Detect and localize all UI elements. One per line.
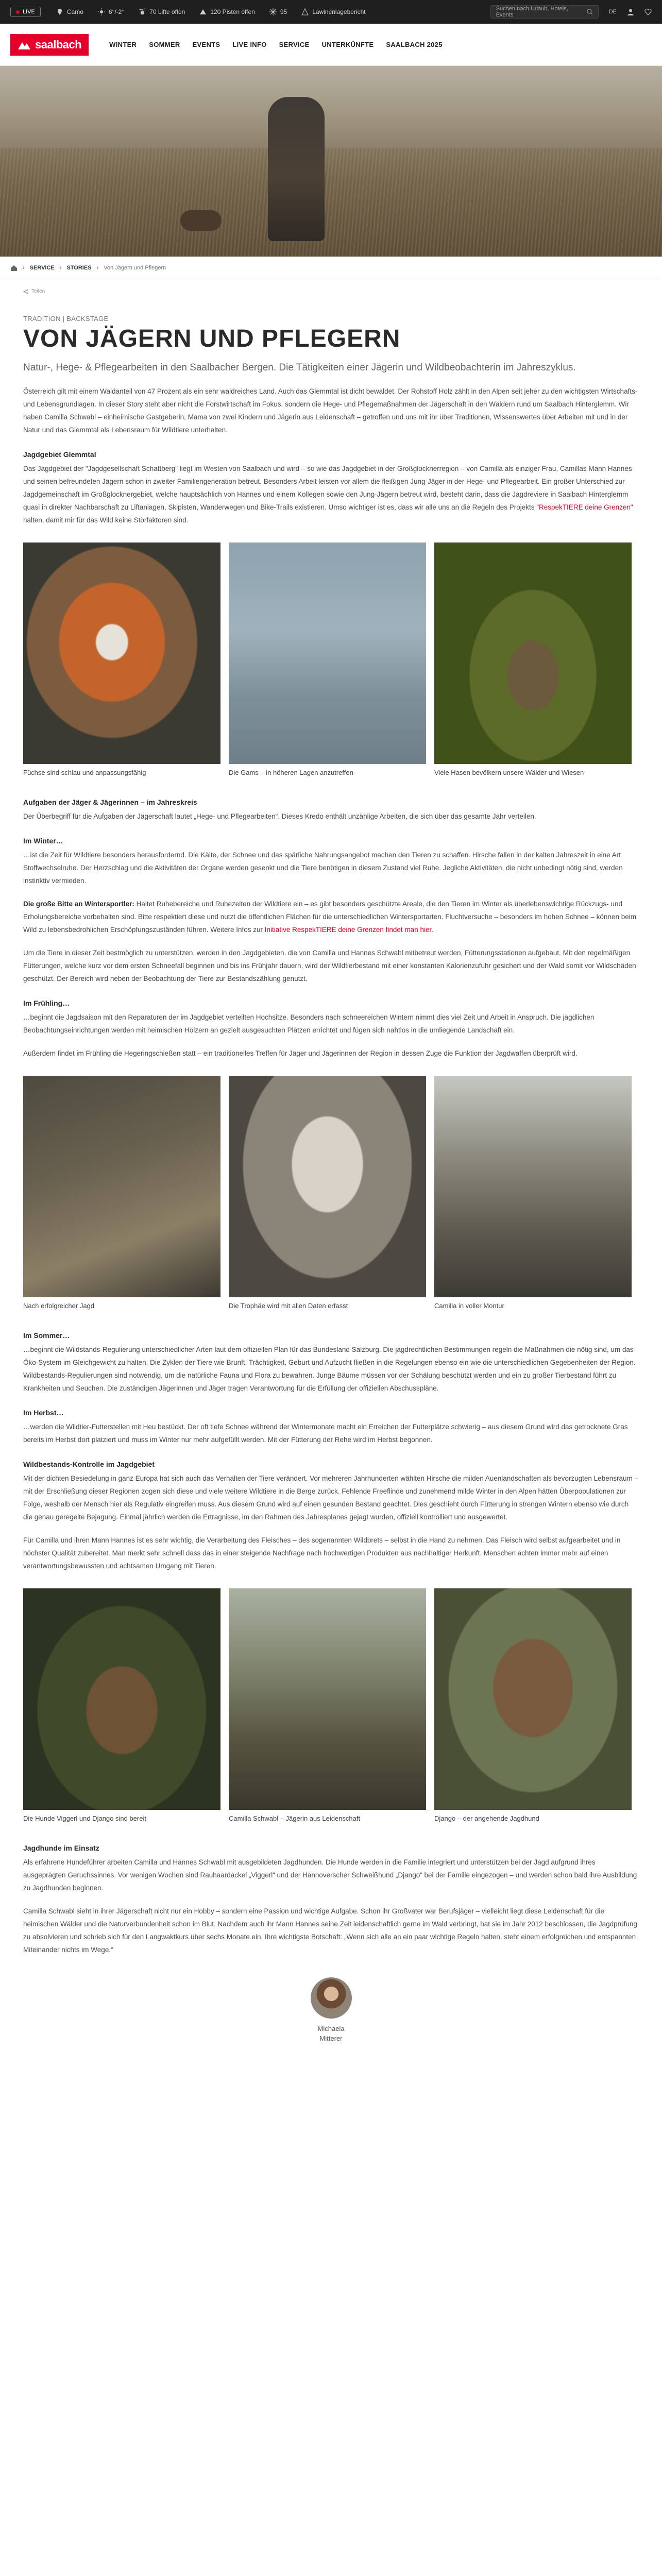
hero-dog [180, 210, 222, 231]
section-title-summer: Im Sommer… [23, 1331, 70, 1340]
chamois-photo [229, 543, 426, 764]
slopes-status[interactable] [199, 8, 255, 15]
hero-grass [0, 148, 662, 257]
author-name [23, 2024, 639, 2044]
fox-photo [23, 543, 220, 764]
avalanche-label: Lawinenlagebericht [312, 8, 366, 15]
gallery-item[interactable] [434, 543, 632, 777]
hero-hunter-figure [268, 97, 325, 241]
gallery-item[interactable] [229, 543, 426, 777]
section-text-winter: …ist die Zeit für Wildtiere besonders herausfordernd. Die Kälte, der Schnee und das spärliche Nahrungsangebot machen den Tieren zu schaffen. Hirsche fallen in der kalten Jahreszeit in eine Art Stoffwechselruhe. Der Herzschlag und die Aktivitäten der Organe werden gesenkt und die Tiere benötigen in diesem Zustand viel Ruhe. Jegliche Aktivitäten, die nicht unbedingt nötig sind, werden instinktiv vermieden. [23, 851, 623, 885]
lifts-status[interactable] [139, 8, 185, 15]
section-text-closing: Camilla Schwabl sieht in ihrer Jägerschaft nicht nur ein Hobby – sondern eine Passion und wichtige Aufgabe. Schon ihr Großvater war Berufsjäger – vielleicht liegt diese Leidenschaft für die heimischen Wälder und die Naturverbundenheit schon im Blut. Nachdem auch ihr Mann Hannes seine Zeit leidenschaftlich gerne im Wald verbringt, hat sie im Jahr 2012 beschlossen, die Jagdprüfung zu absolvieren und schrieb sich für den Langwaktkurs über sechs Monate ein. Ihre wichtigste Botschaft: „Wenn sich alle an ein paar wichtige Regeln halten, steht einem erfolgreichen und entspannten Miteinander nichts im Wege.“ [23, 1907, 637, 1954]
camilla-gear-photo [434, 1076, 632, 1297]
share-label: Teilen [31, 289, 45, 294]
section-title-autumn: Im Herbst… [23, 1409, 64, 1417]
saalbach-logo[interactable] [10, 34, 89, 56]
main-navigation [0, 24, 662, 66]
snowflake-icon [269, 8, 277, 15]
image-gallery-2 [23, 1076, 639, 1311]
location-pin-icon [56, 8, 63, 15]
section-text-autumn: …werden die Wildtier-Futterstellen mit Heu bestückt. Der oft tiefe Schnee während der Wintermonate macht ein Erreichen der Futterplätze schwierig – aus diesem Grund wird das getrocknete Gras bereits im Herbst dort platziert und muss im Winter nur mehr aufgefüllt werden. Mit der Fütterung der Rehe wird im Herbst begonnen. [23, 1423, 628, 1444]
section-title-dogs: Jagdhunde im Einsatz [23, 1843, 99, 1852]
live-indicator-icon [16, 10, 20, 14]
gallery-caption: Füchse sind schlau und anpassungsfähig [23, 769, 146, 777]
nav-item-unterkuenfte[interactable]: UNTERKÜNFTE [321, 41, 374, 48]
home-icon[interactable] [10, 265, 18, 271]
snow-status[interactable] [269, 8, 287, 15]
page-title: VON JÄGERN UND PFLEGERN [23, 325, 401, 352]
author-block [23, 1977, 639, 2044]
gallery-item[interactable] [23, 543, 220, 777]
nav-item-saalbach-2025[interactable]: SAALBACH 2025 [386, 41, 443, 48]
lifts-label: 70 Lifte offen [149, 8, 185, 15]
heart-icon[interactable] [644, 8, 652, 15]
gallery-caption: Django – der angehende Jagdhund [434, 1814, 539, 1822]
warning-icon [301, 8, 309, 15]
django-photo [434, 1588, 632, 1810]
gallery-item[interactable] [23, 1076, 220, 1311]
gallery-item[interactable] [434, 1076, 632, 1311]
slopes-label: 120 Pisten offen [210, 8, 255, 15]
author-last-name: Mitterer [319, 2035, 343, 2043]
image-gallery-1 [23, 543, 639, 777]
weather-place[interactable] [56, 8, 83, 15]
weather-temp[interactable] [98, 8, 124, 15]
nav-item-sommer[interactable]: SOMMER [149, 41, 180, 48]
section-title-aufgaben: Aufgaben der Jäger & Jägerinnen – im Jahreskreis [23, 798, 197, 807]
section-title-wildbestand: Wildbestands-Kontrolle im Jagdgebiet [23, 1460, 155, 1468]
section-text-spring: …beginnt die Jagdsaison mit den Reparaturen der im Jagdgebiet verteilten Hochsitze. Besonders nach schneereichen Wintern nimmt dies viel Zeit und Arbeit in Anspruch. Die jagdlichen Beobachtungseinrichtungen werden mit heimischen Hölzern an gezielt ausgesuchten Plätzen errichtet und fügen sich nahtlos in die umliegende Landschaft ein. [23, 1013, 595, 1034]
mountain-logo-icon [18, 39, 31, 50]
language-switch[interactable]: DE [608, 9, 617, 15]
section-title-winter: Im Winter… [23, 837, 63, 845]
section-text-jagdgebiet [23, 463, 639, 527]
breadcrumb [0, 257, 662, 279]
section-text-wildbret: Für Camilla und ihren Mann Hannes ist es sehr wichtig, die Verarbeitung des Fleisches – des sogenannten Wildbrets – selbst in die Hand zu nehmen. Das Fleisch wird selbst aufgearbeitet und in höchster Qualität zubereitet. Man merkt sehr schnell dass das in einer steigende Nachfrage nach hochwertigen Produkten aus nachhaltiger Herkunft. Menschen achten immer mehr auf einen verantwortungsbewussten und achtsamen Umgang mit Tieren. [23, 1536, 621, 1570]
gallery-caption: Die Trophäe wird mit allen Daten erfasst [229, 1301, 348, 1310]
share-button[interactable] [0, 279, 662, 294]
search-input[interactable] [490, 5, 599, 19]
breadcrumb-service[interactable]: SERVICE [29, 264, 55, 271]
nav-menu [109, 41, 443, 48]
article-eyebrow: TRADITION | BACKSTAGE [23, 315, 109, 323]
gallery-caption: Die Hunde Viggerl und Django sind bereit [23, 1814, 146, 1822]
live-label: LIVE [23, 9, 35, 15]
section-text-dogs: Als erfahrene Hundeführer arbeiten Camilla und Hannes Schwabl mit ausgebildeten Jagdhunden. Die Hunde werden in die Familie integriert und unterstützen bei der Jagd aufgrund ihres ausgeprägten Geruchssinnes. Vor wenigen Wochen sind Rauhaardackel „Viggerl“ und der Hannoverscher Schweißhund „Django“ bei der Familie eingezogen – und werden schon bald ihre Ausbildung zu Jagdhunden beginnen. [23, 1858, 637, 1892]
gallery-caption: Camilla in voller Montur [434, 1301, 504, 1310]
article [23, 315, 639, 2044]
breadcrumb-separator-icon: › [59, 264, 62, 271]
hare-photo [434, 543, 632, 764]
lift-icon [139, 8, 146, 15]
nav-item-service[interactable]: SERVICE [279, 41, 310, 48]
gallery-caption: Die Gams – in höheren Lagen anzutreffen [229, 769, 353, 777]
breadcrumb-separator-icon: › [96, 264, 99, 271]
weather-place-label: Camo [66, 8, 83, 15]
gallery-item[interactable] [434, 1588, 632, 1823]
hero-image [0, 66, 662, 257]
nav-item-live-info[interactable]: LIVE INFO [232, 41, 267, 48]
avalanche-report[interactable] [301, 8, 365, 15]
jagdgebiet-tail: halten, damit mir für das Wild keine Störfaktoren sind. [23, 516, 189, 524]
article-intro: Österreich gilt mit einem Waldanteil von 47 Prozent als ein sehr waldreiches Land. Auch das Glemmtal ist dicht bewaldet. Der Rohstoff Holz zählt in den Alpen seit jeher zu den wichtigsten Wirtschafts- und Lebensgrundlagen. In dieser Story steht aber nicht die Forstwirtschaft im Fokus, sondern die Hege- und Pflegemaßnahmen der Jägerschaft in den Wäldern rund um Saalbach Hinterglemm. Wir haben Camilla Schwabl – einheimische Gastgeberin, Mama von zwei Kindern und Jägerin aus Leidenschaft – getroffen und uns mit ihr über Traditionen, Wissenswertes über Arbeiten mit und in der Natur und das Glemmtal als Lebensraum für Wildtiere unterhalten. [23, 387, 638, 434]
section-text-aufgaben: Der Überbegriff für die Aufgaben der Jägerschaft lautet „Hege- und Pflegearbeiten“. Dieses Kredo enthält unzählige Arbeiten, die sich über das gesamte Jahr verteilen. [23, 812, 536, 821]
winter-request-text: Haltet Ruhebereiche und Ruhezeiten der Wildtiere ein – es gibt besonders geschützte Areale, die den Tieren im Winter als überlebenswichtige Rückzugs- und Erholungsbereiche vorbehalten sind. Bitte respektiert diese und nutzt die öffentlichen Flächen für die unterschiedlichen Wintersportarten. Fluchtversuche – besonders im hohen Schnee – können beim Wild zu lebensbedrohlichen Erschöpfungszuständen führen. Weitere Infos zur [23, 900, 636, 934]
nav-item-winter[interactable]: WINTER [109, 41, 137, 48]
weather-temp-label: 6°/-2° [108, 8, 125, 15]
article-lead: Natur-, Hege- & Pflegearbeiten in den Saalbacher Bergen. Die Tätigkeiten einer Jägerin und Wildbeobachterin im Jahreszyklus. [23, 362, 576, 373]
search-icon [587, 9, 593, 15]
hunt-success-photo [23, 1076, 220, 1297]
trophy-photo [229, 1076, 426, 1297]
section-text-wildbestand: Mit der dichten Besiedelung in ganz Europa hat sich auch das Verhalten der Tiere verändert. Vor mehreren Jahrhunderten wählten Hirsche die milden Auenlandschaften als bevorzugten Lebensraum – mit der Erschließung dieser Regionen zogen sich diese und viele weitere Wildtiere in die Berge zurück. Fehlende Freeflinde und zunehmend milde Winter in den Alpen hätten Überpopulationen zur Folge, weshalb der Mensch hier als Regulativ eingreifen muss. Aus diesem Grund wird auf einen gesunden Bestand geachtet. Dies geschieht durch Fütterung in strengen Wintern ebenso wie durch die genau geregelte Bejagung. Einmal jährlich werden die Ertragnisse, im den Rahmen des Jahresplanes gejagt wurden, offiziell kontrolliert und ausgewertet. [23, 1474, 638, 1521]
respektiere-link[interactable]: "RespekTIERE deine Grenzen" [536, 503, 633, 512]
gallery-item[interactable] [23, 1588, 220, 1823]
live-button[interactable] [10, 7, 41, 17]
breadcrumb-current: Von Jägern und Pflegern [104, 264, 166, 271]
section-title-jagdgebiet: Jagdgebiet Glemmtal [23, 450, 96, 459]
logo-text: saalbach [35, 38, 82, 51]
nav-item-events[interactable]: EVENTS [192, 41, 220, 48]
section-text-spring-2: Außerdem findet im Frühling die Hegeringschießen statt – ein traditionelles Treffen für Jäger und Jägerinnen der Region in dessen Zuge die Funktion der Jagdwaffen überprüft wird. [23, 1049, 578, 1057]
avatar [311, 1977, 352, 2019]
section-text-winter-feeding: Um die Tiere in dieser Zeit bestmöglich zu unterstützen, werden in den Jagdgebieten, die von Camilla und Hannes Schwabl mitbetreut werden, Fütterungsstationen aufgebaut. Mit den regelmäßigen Fütterungen, welche kurz vor dem ersten Schneefall beginnen und bis ins Frühjahr dauern, wird der Wildtierbestand mit einer konstanten Kalorienzufuhr gesichert und der Wald somit vor Wildschäden geschützt. Der Bereich wird neben der Beobachtung der Tiere zur Bestandszählung genutzt. [23, 949, 636, 983]
section-text-winter-request [23, 898, 639, 937]
gallery-item[interactable] [229, 1076, 426, 1311]
user-icon[interactable] [627, 8, 634, 15]
breadcrumb-stories[interactable]: STORIES [66, 264, 92, 271]
jagdgebiet-text: Das Jagdgebiet der "Jagdgesellschaft Schattberg" liegt im Westen von Saalbach und wird – so wie das Jagdgebiet in der Großglocknerregion – von Camilla als einziger Frau, Camillas Mann Hannes und seinen befreundeten Jägern schon in zweiter Familiengeneration betreut. Besonders Arbeit leisten vor allem die fleißigen Jung-Jäger in der Hege- und Pflegearbeit. Ein großer Unterschied zur Jagdgemeinschaft im Großglocknergebiet, welche hauptsächlich von Hannes und einem Kollegen sowie den Jung-Jägern betreut wird, besteht darin, dass die Jagdreviere in Saalbach Hinterglemm quasi in direkter Nachbarschaft zu Liftanlagen, Skipisten, Wanderwegen und Bike-Trails existieren. Umso wichtiger ist es, dass wir alle uns an die Regeln des Projekts [23, 465, 632, 512]
gallery-item[interactable] [229, 1588, 426, 1823]
share-icon [23, 289, 28, 294]
gallery-caption: Camilla Schwabl – Jägerin aus Leidenschaft [229, 1814, 361, 1822]
gallery-caption: Viele Hasen bevölkern unsere Wälder und Wiesen [434, 769, 584, 777]
camilla-portrait-photo [229, 1588, 426, 1810]
section-title-spring: Im Frühling… [23, 999, 70, 1008]
winter-request-bold: Die große Bitte an Wintersportler: [23, 900, 134, 908]
search-placeholder: Suchen nach Urlaub, Hotels, Events [496, 6, 568, 18]
sun-icon [98, 8, 105, 15]
initiative-link[interactable]: Initiative RespekTIERE deine Grenzen findet man hier. [264, 926, 433, 934]
author-first-name: Michaela [317, 2024, 345, 2032]
slope-icon [199, 8, 207, 15]
dogs-photo [23, 1588, 220, 1810]
breadcrumb-separator-icon: › [23, 264, 25, 271]
snow-label: 95 [280, 8, 287, 15]
image-gallery-3 [23, 1588, 639, 1823]
section-text-summer: …beginnt die Wildstands-Regulierung unterschiedlicher Arten laut dem offiziellen Plan für das Bundesland Salzburg. Die jagdrechtlichen Bestimmungen regeln die Maßnahmen die nötig sind, um das Öko-System im Gleichgewicht zu halten. Die Zyklen der Tiere wie Brunft, Trächtigkeit, Geburt und Aufzucht fließen in die Regelungen ebenso ein wie die unterschiedlichen Gegebenheiten der Region. Wildbestands-Regulierungen sind notwendig, um die natürliche Fauna und Flora zu bewahren. Junge Bäume müssen vor der Schälung beschützt werden und ein zu großer Tierbestand führt zu Krankheiten und Seuchen. Die zuständigen Jägerinnen und Jäger tragen Verantwortung für die Erfüllung der offiziellen Abschusspläne. [23, 1346, 636, 1393]
gallery-caption: Nach erfolgreicher Jagd [23, 1301, 95, 1310]
utility-bar [0, 0, 662, 24]
